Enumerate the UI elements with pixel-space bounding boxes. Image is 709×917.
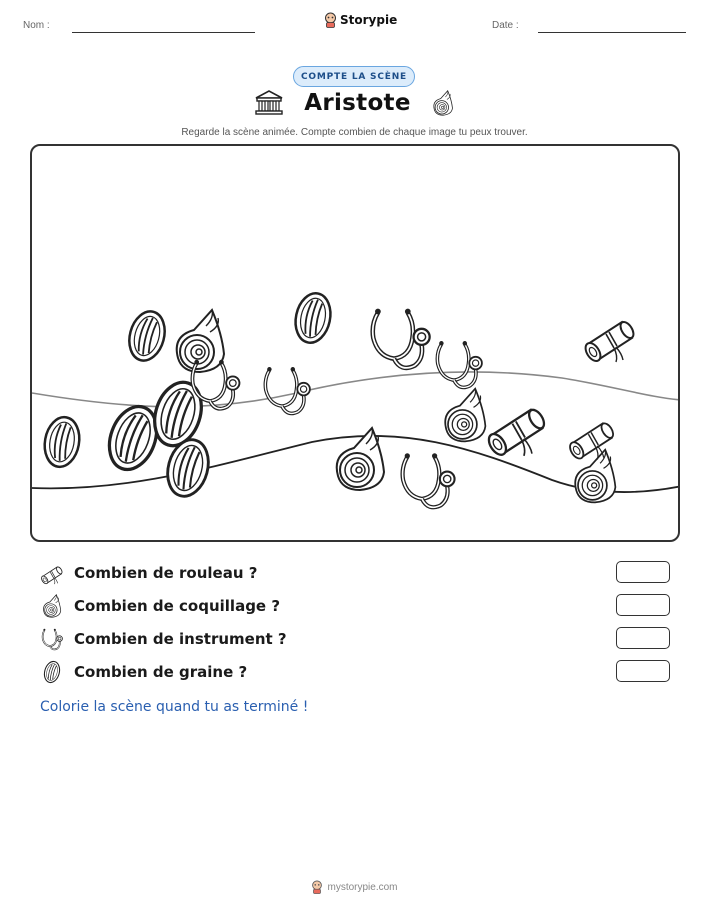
seed-icon	[40, 660, 64, 684]
answer-box-scroll[interactable]	[616, 561, 670, 583]
question-row	[40, 626, 670, 652]
question-text: Combien de graine ?	[74, 663, 248, 681]
answer-box-instrument[interactable]	[616, 627, 670, 649]
name-line[interactable]	[72, 32, 255, 33]
question-text: Combien de instrument ?	[74, 630, 287, 648]
scroll-icon	[40, 561, 64, 585]
scene-stethoscope	[437, 341, 482, 387]
site-url[interactable]: mystorypie.com	[327, 881, 398, 893]
name-label: Nom :	[23, 20, 50, 31]
brand-logo	[324, 12, 397, 28]
title-row	[0, 90, 709, 116]
scene-scroll	[583, 320, 637, 364]
counting-scene[interactable]	[30, 144, 680, 542]
date-line[interactable]	[538, 32, 686, 33]
seashell-icon	[40, 594, 64, 618]
storypie-mascot-icon	[311, 880, 323, 894]
coloring-note: Colorie la scène quand tu as terminé !	[40, 699, 309, 715]
scene-scroll	[485, 407, 547, 458]
question-row	[40, 659, 670, 685]
scene-stethoscope	[265, 367, 310, 413]
question-text: Combien de rouleau ?	[74, 564, 258, 582]
scene-seed	[291, 290, 335, 346]
scene-drawing	[32, 146, 680, 542]
seashell-icon	[431, 90, 455, 116]
brand-name: Storypie	[340, 13, 398, 27]
stethoscope-icon	[40, 627, 64, 651]
answer-box-shell[interactable]	[616, 594, 670, 616]
question-row	[40, 560, 670, 586]
activity-badge: COMPTE LA SCÈNE	[293, 66, 415, 87]
site-footer	[0, 880, 709, 894]
storypie-mascot-icon	[324, 12, 337, 28]
scene-stethoscope	[403, 453, 455, 507]
scene-shell	[445, 389, 485, 442]
scene-seed	[41, 414, 83, 469]
scene-stethoscope	[373, 309, 430, 368]
scene-seed	[124, 307, 170, 364]
date-label: Date :	[492, 20, 519, 31]
question-row	[40, 593, 670, 619]
answer-box-seed[interactable]	[616, 660, 670, 682]
page-title: Aristote	[304, 90, 411, 116]
temple-icon	[254, 90, 284, 116]
scene-shell	[177, 310, 224, 372]
instructions: Regarde la scène animée. Compte combien de chaque image tu peux trouver.	[181, 127, 528, 138]
question-text: Combien de coquillage ?	[74, 597, 281, 615]
scene-scroll	[567, 421, 615, 461]
